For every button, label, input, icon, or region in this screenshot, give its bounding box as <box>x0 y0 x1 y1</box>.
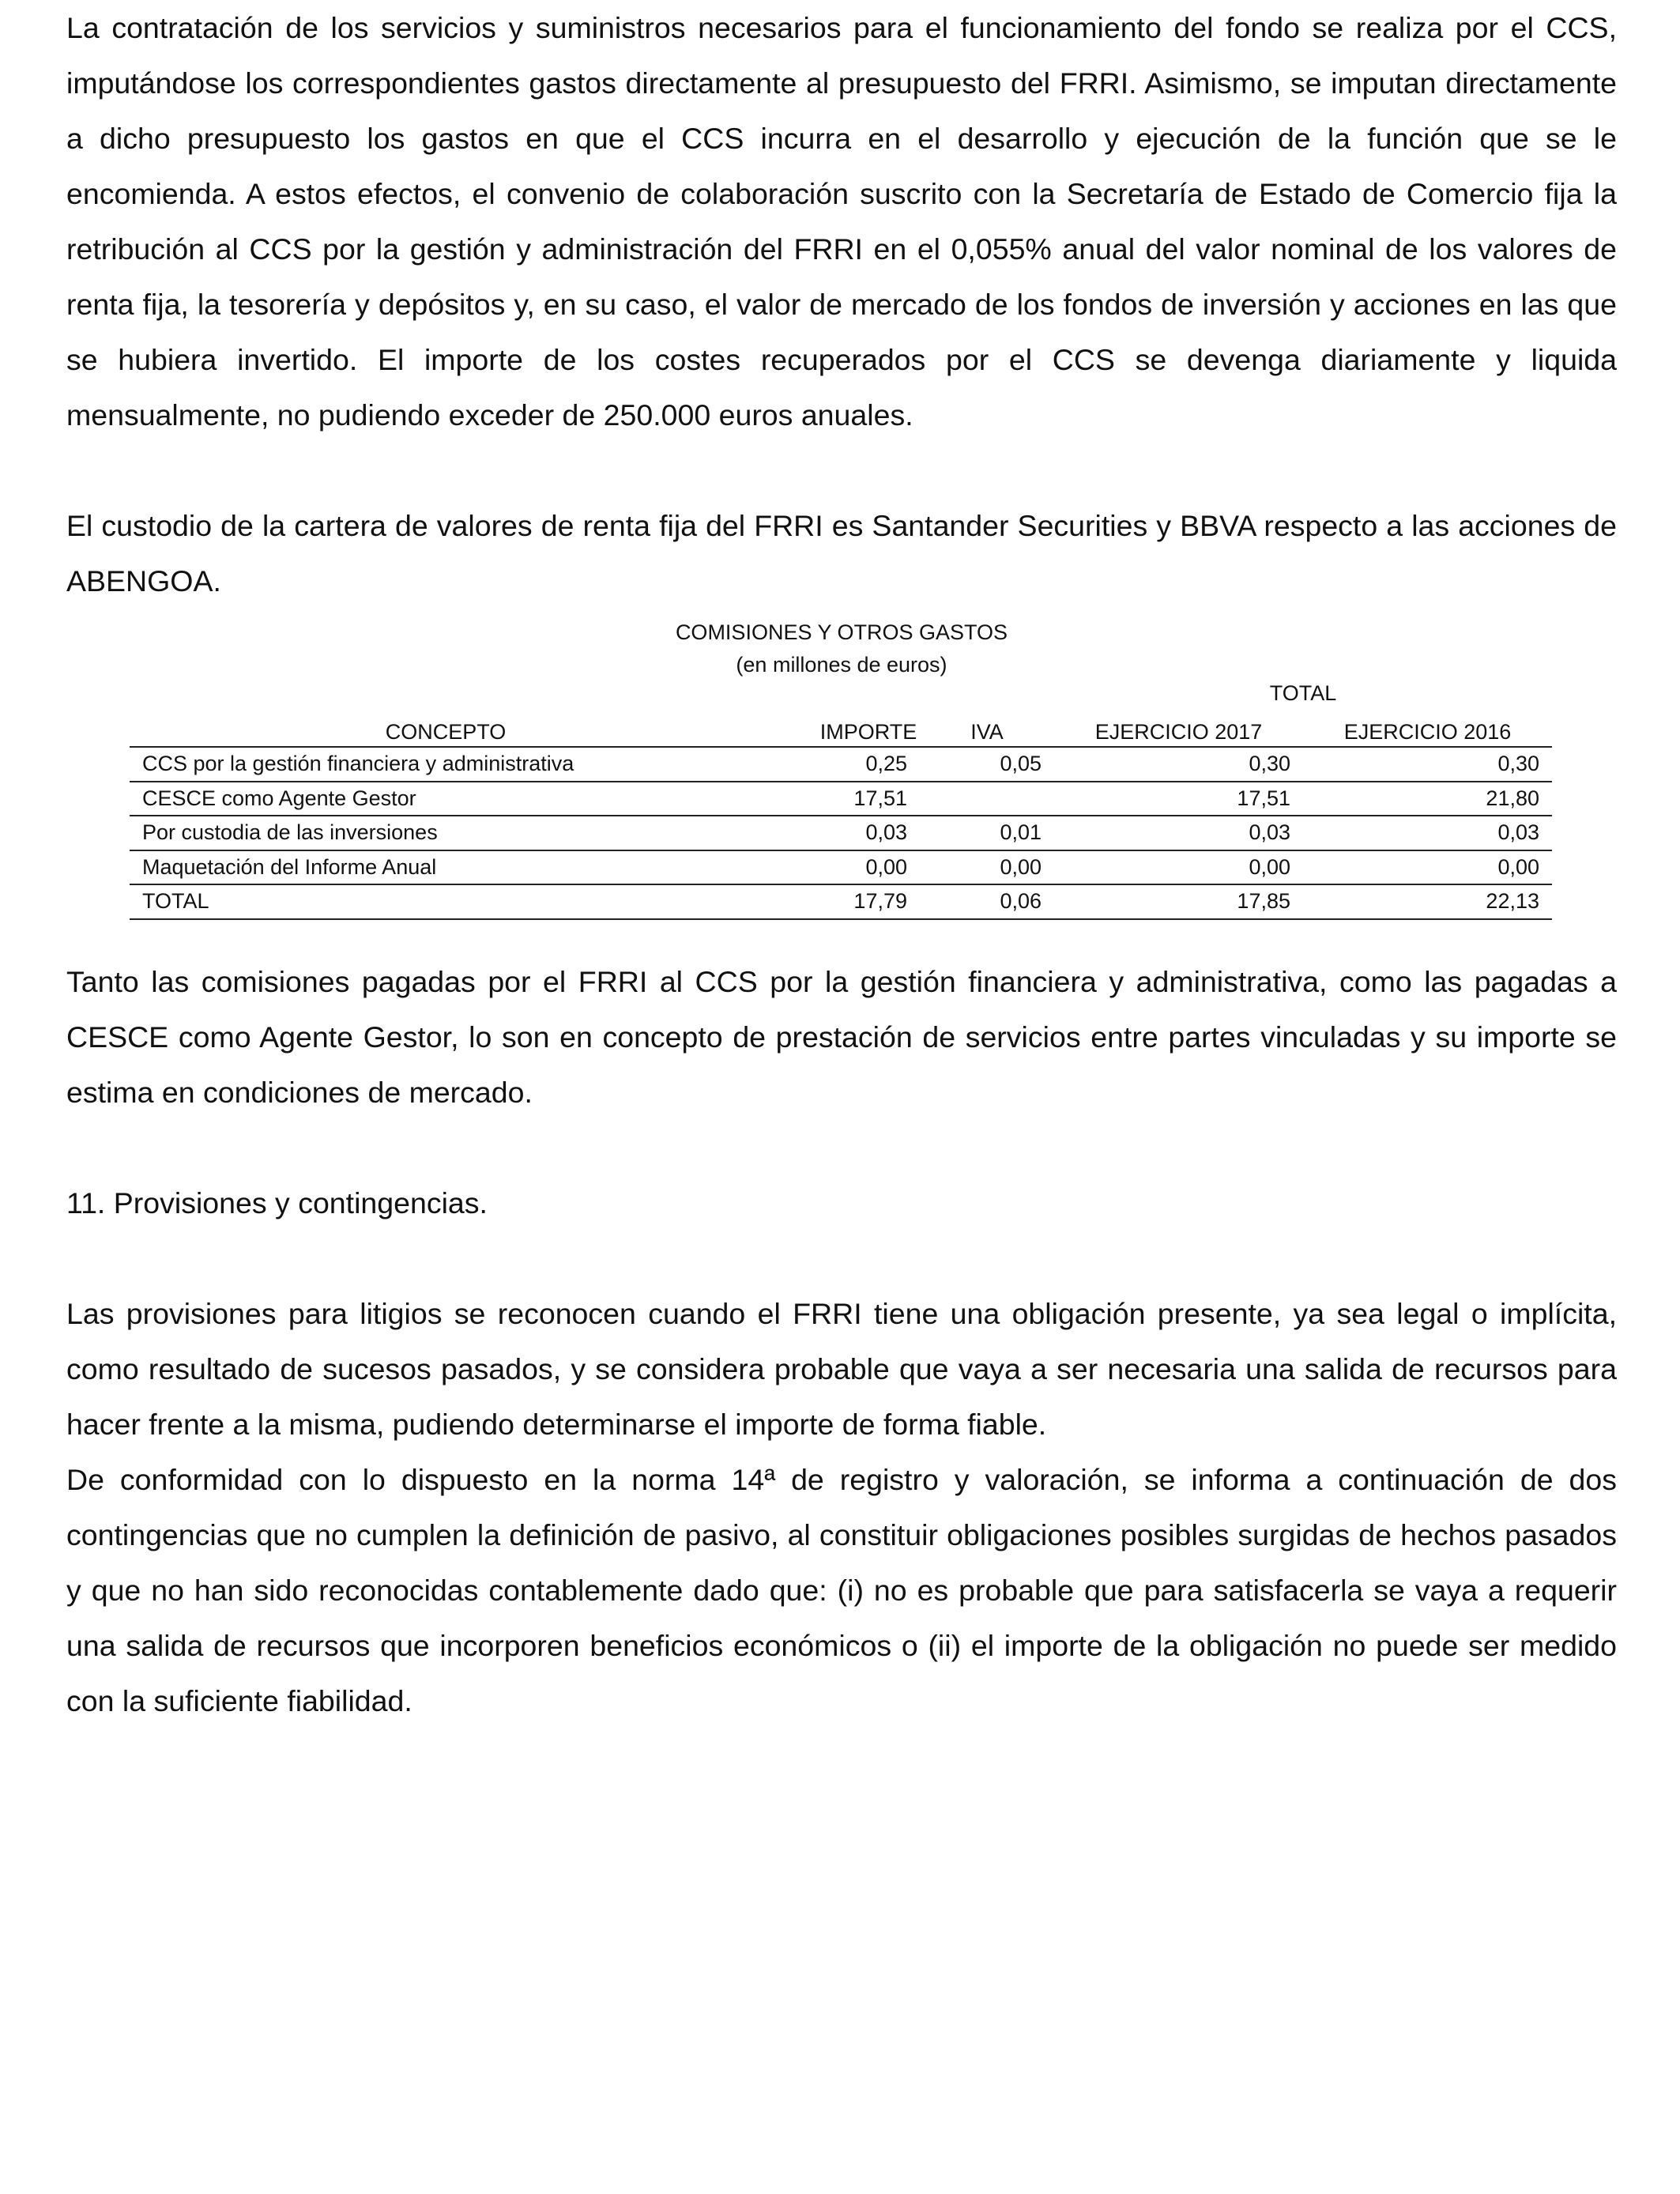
cell-ejercicio-2017: 0,03 <box>1249 820 1290 845</box>
cell-ejercicio-2016: 0,30 <box>1497 752 1539 776</box>
cell-ejercicio-2017: 17,85 <box>1237 889 1290 914</box>
comisiones-table <box>130 681 1552 920</box>
header-importe: IMPORTE <box>819 720 917 744</box>
cell-ejercicio-2016: 0,00 <box>1497 854 1539 879</box>
cell-importe: 0,25 <box>865 752 907 776</box>
paragraph-contratacion: La contratación de los servicios y suministros necesarios para el funcionamiento del fondo se realiza por el CCS, imputándose los correspondientes gastos directamente al presupuesto del FRRI. Asimismo, se imputan directamente a dicho presupuesto los gastos en que el CCS incurra en el desarrollo y ejecución de la función que se le encomienda. A estos efectos, el convenio de colaboración suscrito con la Secretaría de Estado de Comercio fija la retribución al CCS por la gestión y administración del FRRI en el 0,055% anual del valor nominal de los valores de renta fija, la tesorería y depósitos y, en su caso, el valor de mercado de los fondos de inversión y acciones en las que se hubiera invertido. El importe de los costes recuperados por el CCS se devenga diariamente y liquida mensualmente, no pudiendo exceder de 250.000 euros anuales. <box>66 11 1617 432</box>
table-subtitle: (en millones de euros) <box>736 653 947 677</box>
table-total-group-header: TOTAL <box>1269 681 1337 705</box>
header-ejercicio-2016: EJERCICIO 2016 <box>1343 720 1512 744</box>
header-concepto: CONCEPTO <box>385 720 507 744</box>
cell-concepto: Maquetación del Informe Anual <box>142 854 437 879</box>
cell-concepto: TOTAL <box>142 889 209 914</box>
cell-importe: 17,51 <box>853 786 907 810</box>
cell-concepto: CCS por la gestión financiera y administrativa <box>142 752 574 776</box>
table-title: COMISIONES Y OTROS GASTOS <box>675 620 1008 644</box>
paragraph-custodio: El custodio de la cartera de valores de renta fija del FRRI es Santander Securities y BBVA respecto a las acciones de ABENGOA. <box>66 509 1617 598</box>
cell-iva: 0,05 <box>1000 752 1042 776</box>
paragraph-contingencias: De conformidad con lo dispuesto en la norma 14ª de registro y valoración, se informa a continuación de dos contingencias que no cumplen la definición de pasivo, al constituir obligaciones posibles surgidas de hechos pasados y que no han sido reconocidas contablemente dado que: (i) no es probable que para satisfacerla se vaya a requerir una salida de recursos que incorporen beneficios económicos o (ii) el importe de la obligación no puede ser medido con la suficiente fiabilidad. <box>66 1463 1617 1717</box>
cell-ejercicio-2016: 0,03 <box>1497 820 1539 845</box>
cell-importe: 0,03 <box>865 820 907 845</box>
table-total-row <box>130 885 1552 920</box>
section-heading: 11. Provisiones y contingencias. <box>66 1186 488 1220</box>
paragraph-comisiones: Tanto las comisiones pagadas por el FRRI al CCS por la gestión financiera y administrativa, como las pagadas a CESCE como Agente Gestor, lo son en concepto de prestación de servicios entre partes vinculadas y su importe se estima en condiciones de mercado. <box>66 965 1617 1109</box>
cell-concepto: Por custodia de las inversiones <box>142 820 438 845</box>
cell-iva: 0,00 <box>1000 854 1042 879</box>
cell-ejercicio-2017: 0,00 <box>1249 854 1290 879</box>
cell-iva: 0,01 <box>1000 820 1042 845</box>
table-header-row <box>130 713 1552 748</box>
cell-iva: 0,06 <box>1000 889 1042 914</box>
cell-ejercicio-2016: 22,13 <box>1486 889 1539 914</box>
cell-concepto: CESCE como Agente Gestor <box>142 786 416 810</box>
cell-ejercicio-2017: 0,30 <box>1249 752 1290 776</box>
header-iva: IVA <box>970 720 1004 744</box>
cell-importe: 0,00 <box>865 854 907 879</box>
table-row <box>130 816 1552 851</box>
table-row <box>130 782 1552 817</box>
cell-ejercicio-2017: 17,51 <box>1237 786 1290 810</box>
table-row <box>130 748 1552 782</box>
table-row <box>130 851 1552 886</box>
cell-ejercicio-2016: 21,80 <box>1486 786 1539 810</box>
paragraph-provisiones: Las provisiones para litigios se reconocen cuando el FRRI tiene una obligación presente, ya sea legal o implícita, como resultado de sucesos pasados, y se considera probable que vaya a ser necesaria una salida de recursos para hacer frente a la misma, pudiendo determinarse el importe de forma fiable. <box>66 1297 1617 1441</box>
cell-importe: 17,79 <box>853 889 907 914</box>
header-ejercicio-2017: EJERCICIO 2017 <box>1094 720 1263 744</box>
